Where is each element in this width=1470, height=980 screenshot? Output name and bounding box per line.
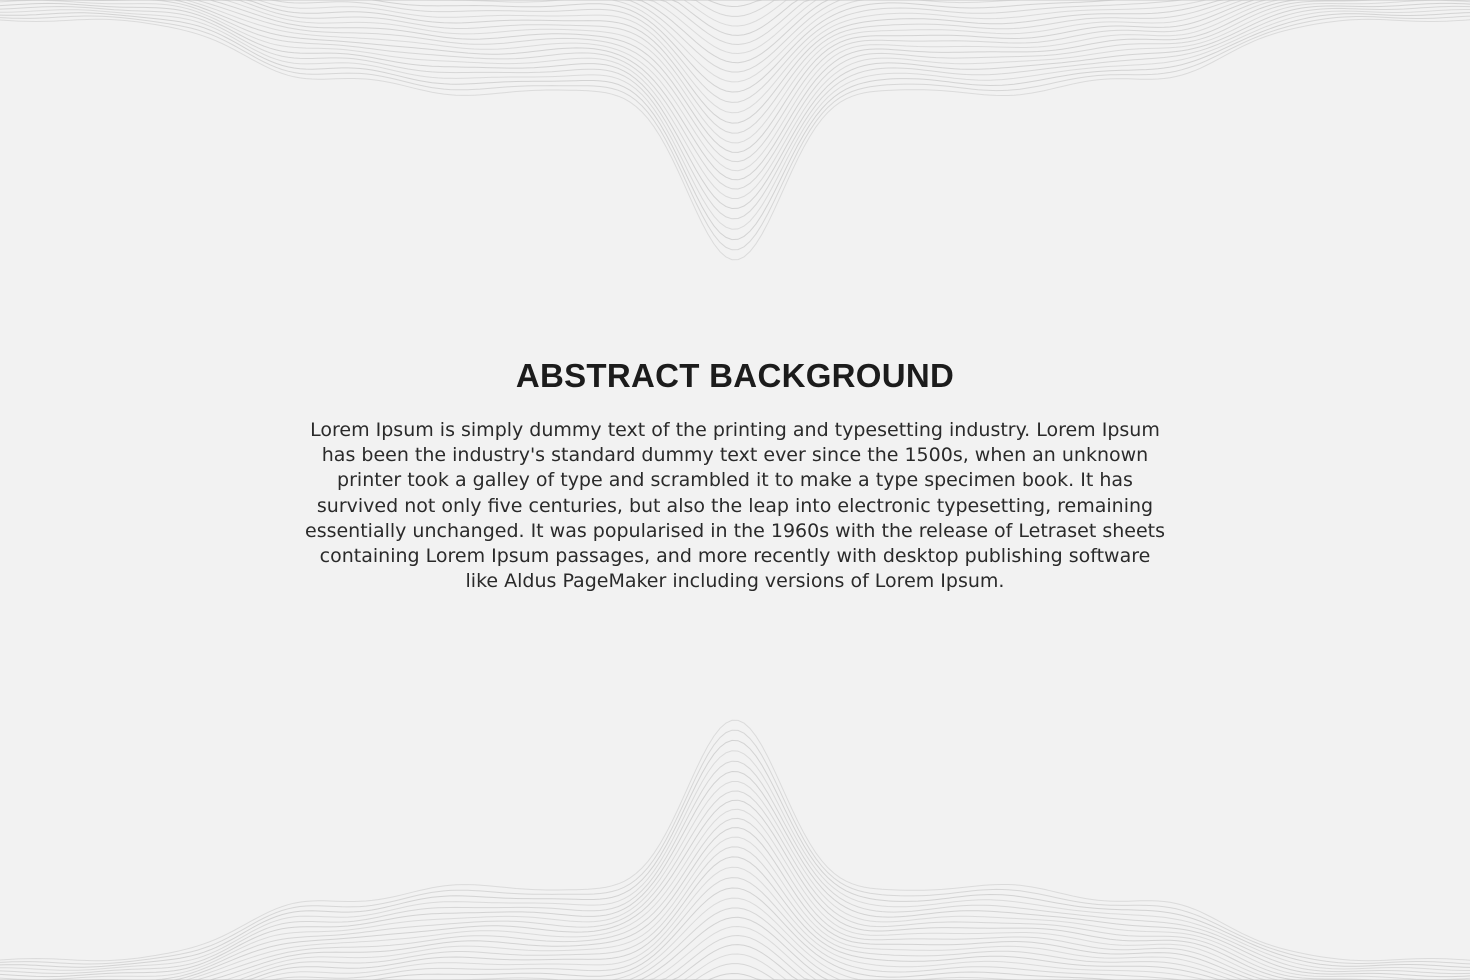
bottom-wave-graphic xyxy=(0,680,1470,980)
top-contour-line xyxy=(0,13,1470,240)
top-contour-line xyxy=(0,19,1470,259)
bottom-contour-line xyxy=(0,927,1470,980)
top-contour-line xyxy=(0,0,1470,152)
top-wave-lines xyxy=(0,0,1470,300)
body-paragraph: Lorem Ipsum is simply dummy text of the printing and typesetting industry. Lorem Ipsum has been the industry's standard dummy text ever since the 1500s, when an unknown printer took a galley of type and scrambled it to make a type specimen book. It has survived not only five centuries, but also the leap into electronic typesetting, remaining essentially unchanged. It was popularised in the 1960s with the release of Letraset sheets containing Lorem Ipsum passages, and more recently with desktop publishing software like Aldus PageMaker including versions of Lorem Ipsum. xyxy=(305,419,1165,593)
bottom-contour-line xyxy=(0,828,1470,980)
bottom-contour-line xyxy=(0,898,1470,980)
top-wave-graphic xyxy=(0,0,1470,300)
page-title: ABSTRACT BACKGROUND xyxy=(515,357,955,394)
bottom-contour-line xyxy=(0,888,1470,980)
top-contour-line xyxy=(0,0,1470,72)
bottom-contour-line xyxy=(0,740,1470,967)
top-contour-line xyxy=(0,0,1470,54)
bottom-contour-line xyxy=(0,908,1470,980)
top-contour-line xyxy=(0,0,1470,92)
bottom-contour-line xyxy=(0,720,1470,960)
text-block xyxy=(305,352,1165,594)
bottom-contour-line xyxy=(0,800,1470,980)
bottom-wave-lines xyxy=(0,680,1470,980)
top-contour-line xyxy=(0,0,1470,180)
top-contour-line xyxy=(0,0,1470,82)
